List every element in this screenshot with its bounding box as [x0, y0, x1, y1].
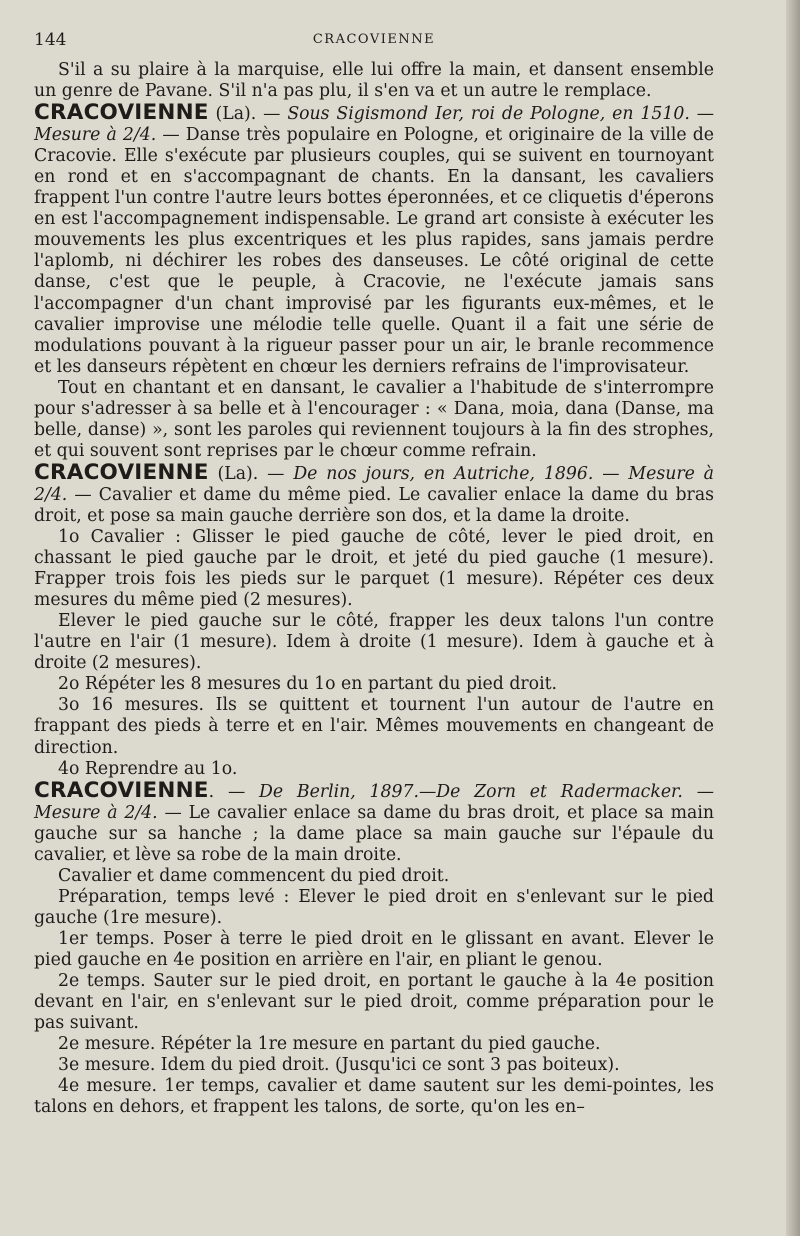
- paragraph: 1er temps. Poser à terre le pied droit en le glissant en avant. Elever le pied gauche en 4e position en arrière en l'air, en pliant le genou.: [34, 928, 714, 970]
- paragraph: Elever le pied gauche sur le côté, frapper les deux talons l'un contre l'autre en l'air (1 mesure). Idem à droite (1 mesure). Idem à gauche et à droite (2 mesures).: [34, 611, 714, 674]
- paragraph: 3e mesure. Idem du pied droit. (Jusqu'ici ce sont 3 pas boiteux).: [58, 1055, 620, 1076]
- running-head: CRACOVIENNE: [312, 32, 436, 47]
- page-number: 144: [34, 30, 67, 50]
- paragraph: 4e mesure. 1er temps, cavalier et dame sautent sur les demi-pointes, les talons en dehors, et frappent les talons, de sorte, qu'on les en–: [34, 1076, 714, 1118]
- paragraph: 4o Reprendre au 1o.: [58, 758, 238, 779]
- paragraph: 2e mesure. Répéter la 1re mesure en partant du pied gauche.: [58, 1034, 601, 1055]
- paragraph: S'il a su plaire à la marquise, elle lui offre la main, et dansent ensemble un genre de Pavane. S'il n'a pas plu, il s'en va et un autre le remplace.: [34, 60, 714, 102]
- paragraph: Préparation, temps levé : Elever le pied droit en s'enlevant sur le pied gauche (1re mesure).: [34, 886, 714, 928]
- paragraph: 2e temps. Sauter sur le pied droit, en portant le gauche à la 4e position devant en l'air, en s'enlevant sur le pied droit, comme préparation pour le pas suivant.: [34, 971, 714, 1034]
- entry-origin: Sous Sigismond Ier, roi de Pologne, en 1510.: [287, 104, 690, 125]
- entry-separator: —: [682, 781, 714, 802]
- dictionary-entry: [34, 459, 714, 527]
- dictionary-entry: [34, 777, 714, 866]
- paragraph: 2o Répéter les 8 mesures du 1o en partant du pied droit.: [58, 674, 558, 695]
- entry-headword: CRACOVIENNE: [34, 777, 209, 803]
- paragraph: 1o Cavalier : Glisser le pied gauche de côté, lever le pied droit, en chassant le pied gauche par le droit, et jeté du pied gauche (1 mesure). Frapper trois fois les pieds sur le parquet (1 mesure). Répéter ces deux mesures du même pied (2 mesures).: [34, 527, 714, 611]
- entry-text: — Cavalier et dame du même pied. Le cavalier enlace la dame du bras droit, et pose sa main gauche derrière son dos, et la dame la droite.: [34, 484, 714, 526]
- entry-label: (La). —: [208, 104, 288, 125]
- entry-measure: Mesure à 2/4.: [34, 125, 157, 146]
- entry-label: . —: [208, 781, 260, 802]
- entry-text: — Danse très populaire en Pologne, et originaire de la ville de Cracovie. Elle s'exécute par plusieurs couples, qui se suivent en tournoyant en rond et en s'accompagnant de chants. En la dansant, les cavaliers frappent l'un contre l'autre leurs bottes éperonnées, et ce cliquetis d'éperons en est l'accompagnement indispensable. Le grand art consiste à exécuter les mouvements les plus excentriques et les plus rapides, sans jamais perdre l'aplomb, ni déchirer les robes des danseuses. Le côté original de cette danse, c'est que le peuple, à Cracovie, ne l'exécute jamais sans l'accompagner d'un chant improvisé par les figurants eux-mêmes, et le cavalier improvise une mélodie telle quelle. Quant il a fait une série de modulations pouvant à la rigueur passer pour un air, le branle recommence et les danseurs répètent en chœur les derniers refrains de l'improvisateur.: [34, 125, 714, 377]
- entry-origin: De nos jours, en Autriche, 1896.: [293, 463, 594, 484]
- entry-separator: —: [689, 104, 714, 125]
- entry-measure: Mesure à 2/4.: [34, 463, 714, 505]
- entry-headword: CRACOVIENNE: [34, 459, 209, 485]
- page-gutter-shadow: [786, 0, 800, 1236]
- dictionary-entry: [34, 102, 714, 378]
- paragraph: Cavalier et dame commencent du pied droit.: [58, 865, 450, 886]
- entry-headword: CRACOVIENNE: [34, 100, 209, 126]
- entry-label: (La). —: [208, 463, 294, 484]
- entry-text: — Le cavalier enlace sa dame du bras droit, et place sa main gauche sur sa hanche ; la dame place sa main gauche sur l'épaule du cavalier, et lève sa robe de la main droite.: [34, 802, 714, 865]
- entry-origin: De Berlin, 1897.—De Zorn et Radermacker.: [259, 781, 683, 802]
- paragraph: 3o 16 mesures. Ils se quittent et tournent l'un autour de l'autre en frappant des pieds à terre et en l'air. Mêmes mouvements en changeant de direction.: [34, 695, 714, 758]
- entry-separator: —: [593, 463, 629, 484]
- page-header: [34, 30, 714, 54]
- paragraph: Tout en chantant et en dansant, le cavalier a l'habitude de s'interrompre pour s'adresser à sa belle et à l'encourager : « Dana, moia, dana (Danse, ma belle, danse) », sont les paroles qui reviennent toujours à la fin des strophes, et qui souvent sont reprises par le chœur comme refrain.: [34, 377, 714, 461]
- entry-measure: Mesure à 2/4.: [34, 802, 158, 823]
- body-text: [34, 60, 714, 1118]
